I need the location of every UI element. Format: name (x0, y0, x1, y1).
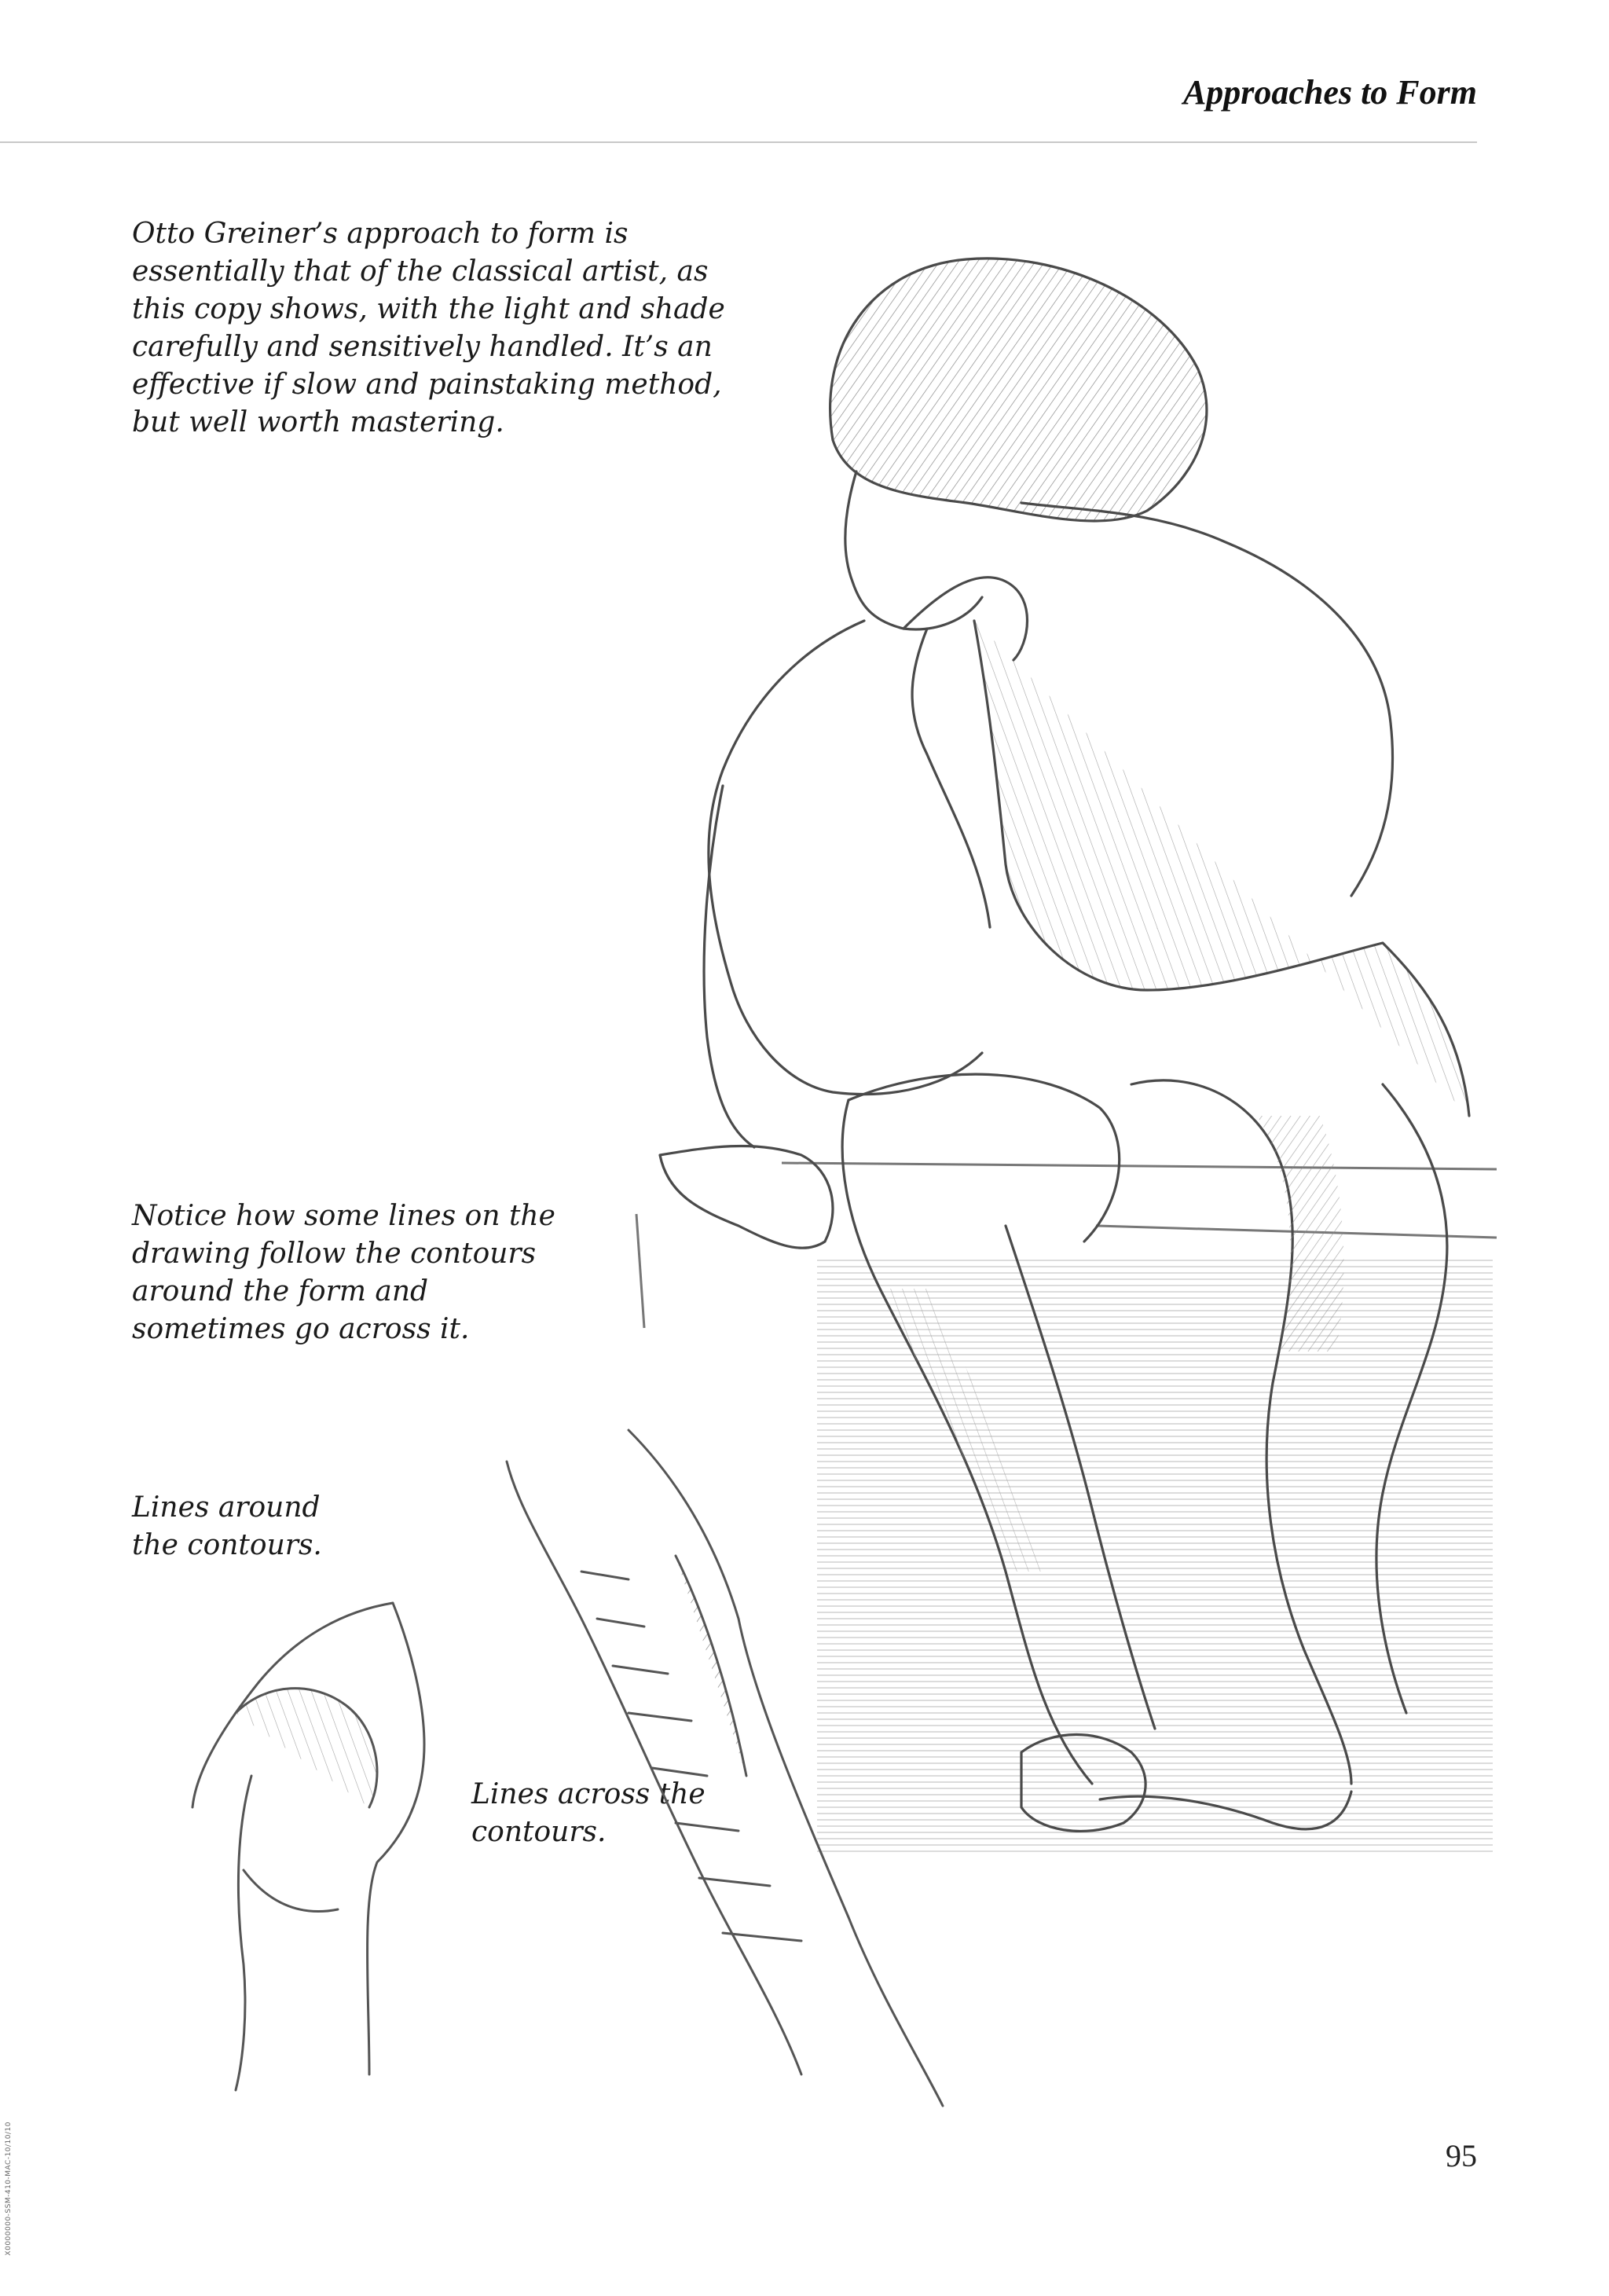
raised-arm (709, 621, 982, 1095)
page-number: 95 (1446, 2138, 1477, 2173)
caption-intro: Otto Greiner’s approach to form is essentially that of the classical artist, as this copy shows, with the light and shade carefully and sensitively handled. It’s an effective if slow and painstaking method, but well worth mastering. (132, 218, 725, 438)
knee-study (192, 1603, 424, 2090)
resting-hand (660, 1146, 833, 1248)
caption-lines-across: Lines across the contours. (471, 1778, 706, 1848)
resting-arm (704, 786, 754, 1147)
hair (830, 259, 1207, 521)
torso (974, 621, 1469, 1116)
thigh (848, 1074, 1120, 1242)
caption-notice: Notice how some lines on the drawing follow the contours around the form and sometimes go across it. (132, 1200, 555, 1345)
running-title: Approaches to Form (1182, 73, 1477, 112)
printer-imprint: X0000000-SSM-410-MAC-10/10/10 (5, 2122, 13, 2256)
hand-under-chin (903, 578, 1028, 660)
caption-lines-around: Lines around the contours. (132, 1491, 322, 1561)
